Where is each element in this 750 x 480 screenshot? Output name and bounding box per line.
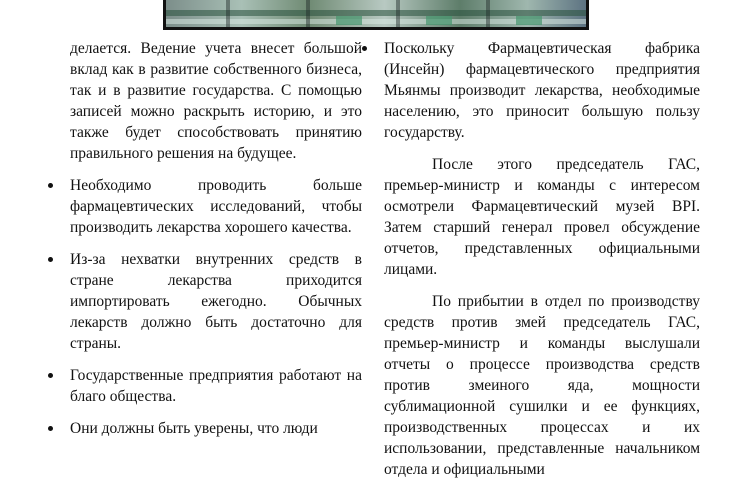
right-column (384, 38, 700, 480)
factory-photo (163, 0, 589, 30)
bullet-text: Из-за нехватки внутренних средств в стране лекарства приходится импортировать ежегодно. Обычных лекарств должно быть достаточно для страны. (70, 251, 362, 352)
bullet-item (70, 249, 362, 354)
bullet-text: Необходимо проводить больше фармацевтических исследований, чтобы производить лекарства хорошего качества. (70, 177, 362, 236)
continuation-paragraph: делается. Ведение учета внесет большой вклад как в развитие собственного бизнеса, так и в развитие государства. С помощью записей можно раскрыть историю, и это также будет способствовать принятию правильного решения на будущее. (70, 40, 362, 162)
bullet-item (70, 418, 362, 439)
bullet-item (384, 38, 700, 143)
bullet-text: Они должны быть уверены, что люди (70, 420, 318, 437)
bullet-icon (48, 373, 53, 378)
bullet-icon (48, 426, 53, 431)
bullet-icon (48, 183, 53, 188)
body-paragraph: После этого председатель ГАС, премьер-министр и команды с интересом осмотрели Фармацевтический музей BPI. Затем старший генерал провел обсуждение отчетов, представленных официальными лицами. (384, 156, 700, 278)
body-paragraph: По прибытии в отдел по производству средств против змей председатель ГАС, премьер-министр и команды выслушали отчеты о процессе производства средств против змеиного яда, мощности сублимационной сушилки и ее функциях, производственных процессах и их использовании, представленные начальником отдела и официальными (384, 293, 700, 478)
left-column (70, 38, 362, 439)
bullet-text: Поскольку Фармацевтическая фабрика (Инсейн) фармацевтического предприятия Мьянмы производит лекарства, необходимые населению, это приносит большую пользу государству. (384, 40, 700, 141)
bullet-item (70, 365, 362, 407)
bullet-item (70, 175, 362, 238)
bullet-text: Государственные предприятия работают на благо общества. (70, 367, 362, 405)
bullet-icon (362, 46, 367, 51)
bullet-icon (48, 257, 53, 262)
